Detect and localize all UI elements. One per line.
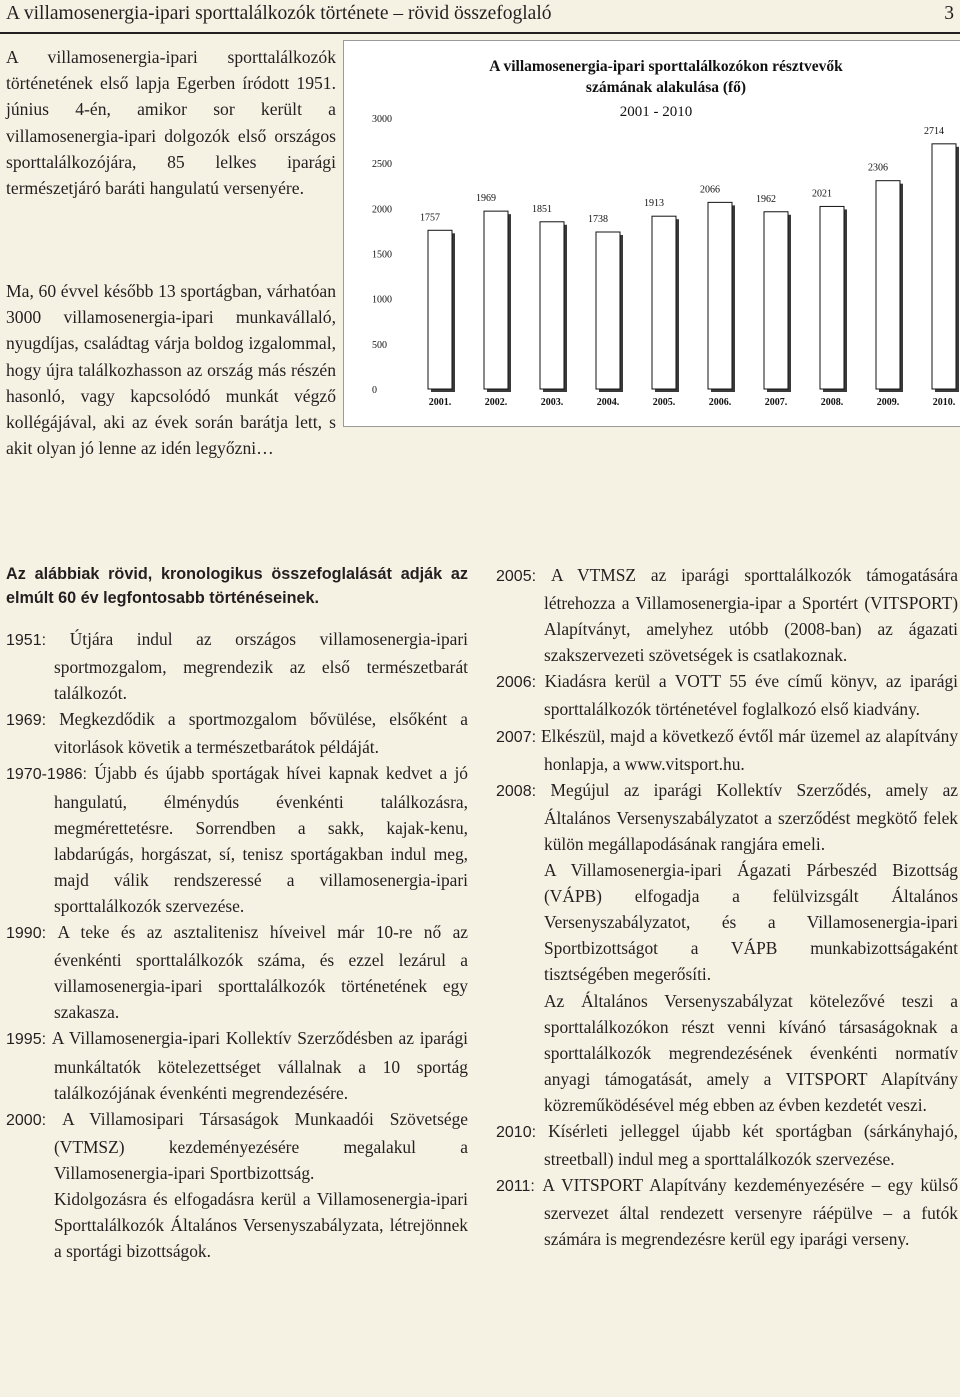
intro-paragraph-1 <box>6 44 336 201</box>
bar-value-label: 1738 <box>588 214 608 226</box>
bar-value-label: 2066 <box>700 184 720 196</box>
timeline-text: A VITSPORT Alapítvány kezdeményezésére – egy külső szervezet által rendezett versenyre ráépülve – a futók számára is megrendezésre kerül egy iparági verseny. <box>542 1175 959 1250</box>
timeline-entry <box>496 562 958 668</box>
timeline-lead: Az alábbiak rövid, kronologikus összefoglalását adják az elmúlt 60 év legfontosabb történéseinek. <box>6 565 468 607</box>
timeline-text: Újabb és újabb sportágak hívei kapnak kedvet a jó hangulatú, élménydús évenkénti találkozásra, megmérettetésre. Sorrendben a sakk, kajak-kenu, labdarúgás, horgászat, sí, tenisz sportágakban indul meg, majd válik rendszeressé a villamosenergia-ipari sporttalálkozók szervezése. <box>54 763 469 916</box>
bar <box>428 230 452 389</box>
x-tick-label: 2004. <box>596 397 620 408</box>
timeline-year: 2010: <box>496 1123 549 1141</box>
page-header <box>0 0 960 34</box>
y-tick-label: 2500 <box>372 159 392 171</box>
timeline-text: Útjára indul az országos villamosenergia-ipari sportmozgalom, megrendezik az első természetbarát találkozót. <box>54 629 469 704</box>
y-tick-label: 0 <box>372 385 377 396</box>
timeline-continuation: Kidolgozásra és elfogadásra kerül a Villamosenergia-ipari Sporttalálkozók Általános Versenyszabályzata, létrejönnek a sportági bizottságok. <box>54 1188 468 1262</box>
x-tick-label: 2007. <box>764 397 788 408</box>
timeline-text: Megújul az iparági Kollektív Szerződés, amely az Általános Versenyszabályzatot a szerződést megkötő felek külön megállapodásának rangjára emeli. <box>544 779 959 854</box>
timeline-left-column <box>6 562 468 1264</box>
bar <box>764 212 788 389</box>
timeline-text: Megkezdődik a sportmozgalom bővülése, elsőként a vitorlások követik a természetbarátok példáját. <box>54 709 468 758</box>
bar <box>708 202 732 389</box>
timeline-year: 1995: <box>6 1031 52 1049</box>
bar <box>652 216 676 389</box>
timeline-entry <box>496 723 958 777</box>
timeline-text: Kísérleti jelleggel újabb két sportágban (sárkányhajó, streetball) indul meg a sporttalálkozók szervezése. <box>544 1120 959 1170</box>
timeline-entry <box>6 626 468 706</box>
chart-canvas <box>344 41 960 426</box>
bar-value-label: 2021 <box>812 188 832 200</box>
x-tick-label: 2009. <box>876 397 900 408</box>
timeline-year: 1990: <box>6 925 58 943</box>
timeline-year: 2007: <box>496 728 542 746</box>
bar <box>596 232 620 389</box>
timeline-year: 2006: <box>496 674 545 692</box>
x-tick-label: 2010. <box>932 397 956 408</box>
chart-subtitle: 2001 - 2010 <box>619 104 693 120</box>
bar <box>876 181 900 389</box>
intro-text-2: Ma, 60 évvel később 13 sportágban, várhatóan 3000 villamosenergia-ipari munkavállaló, nyugdíjas, családtag várja boldog izgalommal, hogy újra találkozhasson az ország más részén hasonló, vagy kapcsolódó munkát végző kollégájával, aki az évek során barátja lett, s akit olyan jó lenne az idén legyőzni… <box>6 281 336 459</box>
bar <box>820 206 844 389</box>
bar-value-label: 2714 <box>924 125 944 137</box>
timeline-entry <box>6 919 468 1025</box>
bar <box>932 144 956 389</box>
timeline-entry <box>6 760 468 919</box>
bar <box>540 222 564 389</box>
intro-text-1: A villamosenergia-ipari sporttalálkozók történetének első lapja Egerben íródott 1951. június 4-én, amikor sor került a villamosenergia-ipari dolgozók első országos sporttalálkozójára, 85 lelkes iparági természetjáró baráti hangulatú versenyére. <box>6 47 336 199</box>
y-tick-label: 1000 <box>372 294 392 306</box>
bar-value-label: 1913 <box>644 198 664 210</box>
timeline-text: Elkészül, majd a következő évtől már üzemel az alapítvány honlapja, a www.vitsport.hu. <box>541 725 959 774</box>
x-tick-label: 2008. <box>820 397 844 408</box>
bar-value-label: 1851 <box>532 203 552 215</box>
y-tick-label: 3000 <box>372 114 392 125</box>
chart-title: A villamosenergia-ipari sporttalálkozókon résztvevők számának alakulása (fő) <box>489 58 843 96</box>
bar-value-label: 1757 <box>420 212 440 224</box>
x-tick-label: 2003. <box>540 397 564 408</box>
x-tick-label: 2002. <box>484 397 508 408</box>
timeline-entry <box>496 1172 958 1252</box>
timeline-entry <box>496 668 958 722</box>
timeline-year: 2005: <box>496 568 551 585</box>
x-tick-label: 2006. <box>708 397 732 408</box>
bar-value-label: 2306 <box>868 162 888 174</box>
timeline-year: 1951: <box>6 632 70 649</box>
bar <box>484 211 508 389</box>
intro-paragraph-2 <box>6 278 336 461</box>
timeline-text: A Villamosipari Társaságok Munkaadói Szövetsége (VTMSZ) kezdeményezésére megalakul a Villamosenergia-ipari Sportbizottság. <box>54 1108 468 1183</box>
bar-value-label: 1962 <box>756 193 776 205</box>
timeline-text: A teke és az asztalitenisz híveivel már 10-re nő az évenkénti sporttalálkozók száma, és ezzel lezárul a villamosenergia-ipari sporttalálkozók történetének egy szakasza. <box>54 922 469 1023</box>
timeline-right-column <box>496 562 958 1252</box>
timeline-entry <box>6 1106 468 1186</box>
y-tick-label: 500 <box>372 339 387 351</box>
timeline-text: A VTMSZ az iparági sporttalálkozók támogatására létrehozza a Villamosenergia-ipar a Sportért (VITSPORT) Alapítványt, amelyhez utóbb (2008-ban) az ágazati szakszervezeti szövetségek is csatlakoznak. <box>544 565 958 666</box>
timeline-text: Kiadásra kerül a VOTT 55 éve című könyv, az iparági sporttalálkozók történetével foglalkozó első kiadvány. <box>544 671 959 720</box>
timeline-text: A Villamosenergia-ipari Kollektív Szerződésben az iparági munkáltatók kötelezettséget vállalnak a 10 sportág találkozójának évenkénti megrendezésére. <box>51 1028 468 1103</box>
timeline-year: 2008: <box>496 782 551 800</box>
timeline-continuation: A Villamosenergia-ipari Ágazati Párbeszéd Bizottság (VÁPB) elfogadja a felülvizsgált Általános Versenyszabályzatot, és a Villamosenergia-ipari Sportbizottságot a VÁPB munkabizottságaként tisztségében megerősíti. <box>544 860 958 985</box>
timeline-entry <box>496 1118 958 1172</box>
x-tick-label: 2005. <box>652 397 676 408</box>
page-title: A villamosenergia-ipari sporttalálkozók története – rövid összefoglaló <box>6 3 552 24</box>
bar-value-label: 1969 <box>476 193 496 205</box>
page-number: 3 <box>944 3 954 24</box>
timeline-year: 1970-1986: <box>6 766 95 784</box>
timeline-continuation: Az Általános Versenyszabályzat kötelezővé teszi a sporttalálkozókon részt venni kívánó társaságoknak a sporttalálkozók megrendezésének évenkénti normatív anyagi támogatását, amely a VITSPORT Alapítvány közreműködésével még ebben az évben kezdetét veszi. <box>544 990 958 1115</box>
participants-bar-chart <box>343 40 960 427</box>
y-tick-label: 1500 <box>372 249 392 261</box>
x-tick-label: 2001. <box>428 397 452 408</box>
timeline-year: 2011: <box>496 1178 543 1196</box>
timeline-entry <box>6 1025 468 1105</box>
y-tick-label: 2000 <box>372 204 392 216</box>
timeline-entry <box>6 706 468 760</box>
timeline-year: 1969: <box>6 712 60 730</box>
timeline-year: 2000: <box>6 1111 63 1129</box>
timeline-entry <box>496 777 958 857</box>
